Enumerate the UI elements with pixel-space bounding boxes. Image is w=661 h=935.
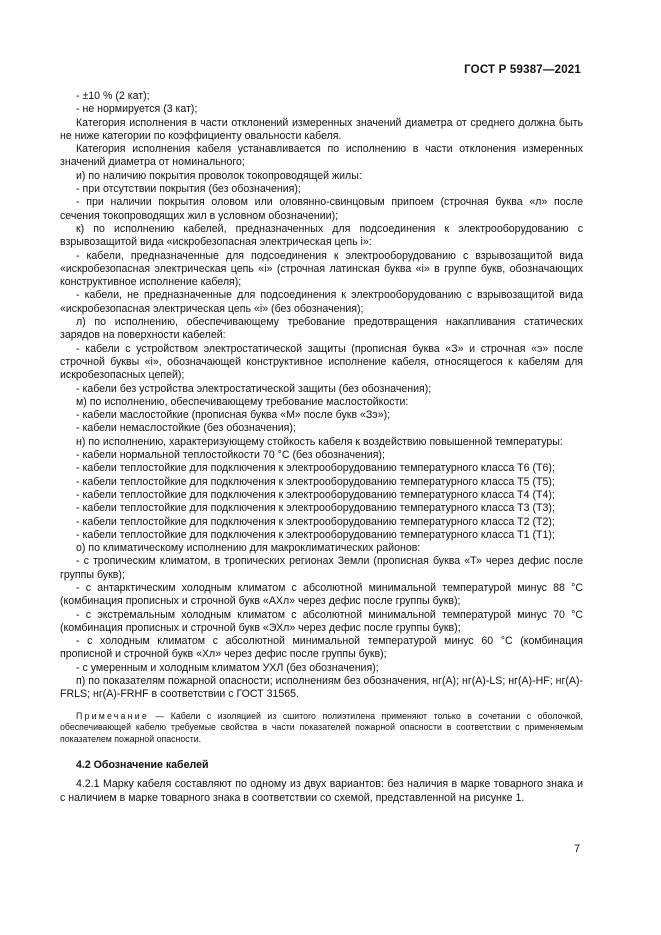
paragraph: н) по исполнению, характеризующему стойкость кабеля к воздействию повышенной температуры: bbox=[76, 435, 563, 448]
document-header: ГОСТ Р 59387—2021 bbox=[464, 64, 581, 76]
paragraph: - кабели теплостойкие для подключения к электрооборудованию температурного класса Т4 (Т4); bbox=[76, 488, 555, 501]
paragraph: - кабели, предназначенные для подсоединения к электрооборудованию с взрывозащитой вида «искробезопасная электрическая цепь «i» (строчная латинская буква «i» в группе букв, обозначающих конструктивное исполнение кабеля); bbox=[60, 249, 583, 289]
paragraph: - кабели теплостойкие для подключения к электрооборудованию температурного класса Т5 (Т5); bbox=[76, 475, 555, 488]
paragraph: - с холодным климатом с абсолютной минимальной температурой минус 60 °С (комбинация прописной и строчной букв «Хл» через дефис после группы букв); bbox=[60, 635, 583, 661]
paragraph: - кабели теплостойкие для подключения к электрооборудованию температурного класса Т1 (Т1); bbox=[76, 528, 555, 541]
paragraph: - кабели маслостойкие (прописная буква «М» после букв «Зэ»); bbox=[76, 409, 391, 422]
paragraph: - кабели, не предназначенные для подсоединения к электрооборудованию с взрывозащитой вида «искробезопасная электрическая цепь «i» (без обозначения); bbox=[60, 289, 583, 315]
section-paragraph-list bbox=[60, 778, 583, 805]
paragraph: к) по исполнению кабелей, предназначенных для подсоединения к электрооборудованию с взрывозащитой вида «искробезопасная электрическая цепь i»: bbox=[60, 222, 583, 249]
note-label: Примечание bbox=[76, 710, 149, 721]
paragraph-list bbox=[60, 90, 583, 702]
note bbox=[60, 711, 583, 746]
paragraph: - с экстремальным холодным климатом с абсолютной минимальной температурой минус 70 °С (комбинация прописных и строчной букв «ЭХл» через дефис после группы букв); bbox=[60, 608, 583, 634]
paragraph: - кабели без устройства электростатической защиты (без обозначения); bbox=[76, 382, 432, 395]
page-number: 7 bbox=[574, 843, 580, 855]
paragraph: - кабели теплостойкие для подключения к электрооборудованию температурного класса Т3 (Т3); bbox=[76, 502, 555, 515]
paragraph: - ±10 % (2 кат); bbox=[76, 90, 150, 102]
paragraph: о) по климатическому исполнению для макроклиматических районов: bbox=[76, 542, 421, 555]
paragraph: - при наличии покрытия оловом или оловянно-свинцовым припоем (строчная буква «л» после сечения токопроводящих жил в условном обозначении); bbox=[60, 196, 583, 222]
paragraph: - при отсутствии покрытия (без обозначения); bbox=[76, 183, 301, 196]
paragraph: - кабели нормальной теплостойкости 70 °С (без обозначения); bbox=[76, 449, 385, 462]
paragraph: - не нормируется (3 кат); bbox=[76, 103, 198, 116]
paragraph: - с антарктическим холодным климатом с абсолютной минимальной температурой минус 88 °С (комбинация прописных и строчной букв «АХл» через дефис после группы букв); bbox=[60, 581, 583, 608]
paragraph: м) по исполнению, обеспечивающему требование маслостойкости: bbox=[76, 395, 409, 408]
paragraph: 4.2.1 Марку кабеля составляют по одному из двух вариантов: без наличия в марке товарного знака и с наличием в марке товарного знака в соответствии со схемой, представленной на рисунке 1. bbox=[60, 778, 583, 804]
document-body bbox=[60, 90, 583, 805]
paragraph: - кабели немаслостойкие (без обозначения); bbox=[76, 422, 296, 435]
paragraph: Категория исполнения в части отклонений измеренных значений диаметра от среднего должна быть не ниже категории по коэффициенту овальности кабеля. bbox=[60, 116, 583, 142]
paragraph: Категория исполнения кабеля устанавливается по исполнению в части отклонения измеренных значений диаметра от номинального; bbox=[60, 143, 583, 169]
paragraph: - кабели с устройством электростатической защиты (прописная буква «З» и строчная «э» после строчной буквы «i», обозначающей конструктивное исполнение кабеля, относящегося к кабелям для искробезопасных цепей); bbox=[60, 342, 583, 382]
paragraph: - с тропическим климатом, в тропических регионах Земли (прописная буква «Т» через дефис после группы букв); bbox=[60, 555, 583, 581]
section-title: 4.2 Обозначение кабелей bbox=[76, 759, 209, 772]
paragraph: п) по показателям пожарной опасности; исполнениям без обозначения, нг(А); нг(А)-LS; нг(А)-HF; нг(А)-FRLS; нг(А)-FRHF в соответствии с ГОСТ 31565. bbox=[60, 675, 583, 701]
paragraph: и) по наличию покрытия проволок токопроводящей жилы: bbox=[76, 169, 362, 182]
paragraph: - кабели теплостойкие для подключения к электрооборудованию температурного класса Т6 (Т6); bbox=[76, 462, 555, 475]
paragraph: - с умеренным и холодным климатом УХЛ (без обозначения); bbox=[76, 661, 379, 674]
paragraph: л) по исполнению, обеспечивающему требование предотвращения накапливания статических зарядов на поверхности кабелей: bbox=[60, 316, 583, 342]
paragraph: - кабели теплостойкие для подключения к электрооборудованию температурного класса Т2 (Т2); bbox=[76, 515, 555, 528]
note-text: — Кабели с изоляцией из сшитого полиэтилена применяют только в сочетании с оболочкой, обеспечивающей кабелю требуемые свойства в части показателей пожарной опасности в соответствии с применяемым показателем пожарной опасности. bbox=[60, 710, 583, 744]
